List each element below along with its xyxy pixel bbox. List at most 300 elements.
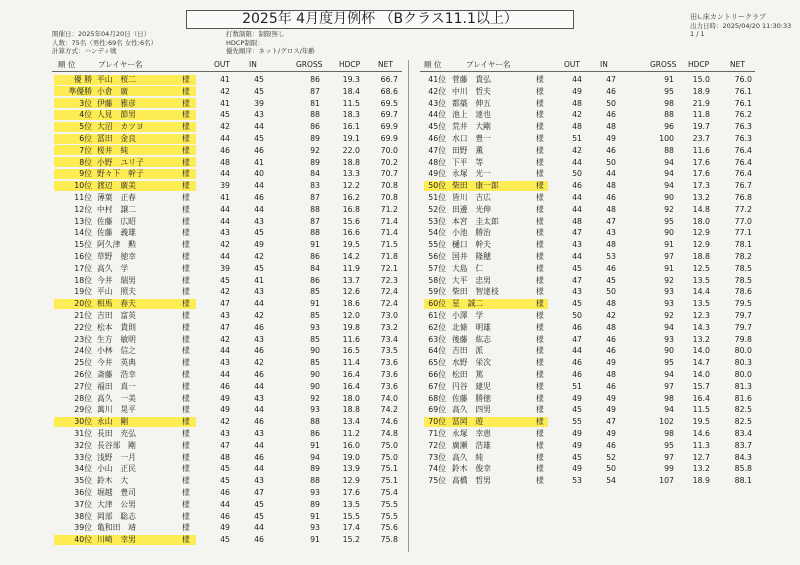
- player-name: 佐藤 広昭: [97, 216, 136, 226]
- honorific: 様: [536, 193, 544, 202]
- in-score: 46: [606, 346, 616, 356]
- net-score: 77.0: [734, 216, 752, 226]
- net-score: 70.8: [380, 193, 398, 202]
- in-score: 54: [606, 476, 616, 486]
- hdcp-value: 13.7: [342, 275, 360, 285]
- in-score: 46: [606, 145, 616, 155]
- out-score: 47: [220, 322, 230, 332]
- rank-cell: 47位: [428, 145, 446, 155]
- rank-cell: 23位: [74, 334, 92, 344]
- player-name: 松田 篤: [452, 370, 484, 379]
- out-score: 47: [220, 440, 230, 450]
- gross-score: 99: [664, 464, 674, 474]
- out-score: 43: [220, 358, 230, 368]
- player-name: 冨田 金良: [97, 134, 136, 143]
- out-score: 42: [572, 145, 582, 155]
- gross-score: 91: [310, 240, 320, 250]
- in-score: 46: [254, 370, 264, 379]
- net-score: 76.3: [734, 134, 752, 143]
- player-name: 松本 貴則: [97, 322, 136, 332]
- hdcp-value: 23.7: [692, 134, 710, 143]
- out-score: 45: [572, 299, 582, 309]
- out-score: 42: [220, 122, 230, 132]
- rank-cell: 61位: [428, 311, 446, 320]
- hdcp-value: 17.6: [692, 169, 710, 179]
- hdcp-value: 12.7: [692, 452, 710, 462]
- honorific: 様: [536, 228, 544, 238]
- gross-score: 85: [310, 287, 320, 297]
- col-gross: GROSS: [650, 60, 677, 69]
- in-score: 43: [606, 228, 616, 238]
- in-score: 44: [606, 169, 616, 179]
- rank-cell: 72位: [428, 440, 446, 450]
- in-score: 49: [606, 134, 616, 143]
- honorific: 様: [182, 204, 190, 214]
- player-name: 廣瀬 浩雄: [452, 440, 491, 450]
- out-score: 46: [220, 488, 230, 497]
- net-score: 71.4: [380, 228, 398, 238]
- hdcp-value: 19.5: [342, 240, 360, 250]
- in-score: 42: [254, 252, 264, 261]
- honorific: 様: [182, 511, 190, 521]
- in-score: 48: [606, 299, 616, 309]
- rank-cell: 49位: [428, 169, 446, 179]
- in-score: 42: [254, 311, 264, 320]
- rank-cell: 22位: [74, 322, 92, 332]
- hdcp-value: 11.8: [692, 110, 710, 120]
- gross-score: 89: [310, 464, 320, 474]
- honorific: 様: [536, 204, 544, 214]
- hdcp-value: 16.5: [342, 346, 360, 356]
- col-in: IN: [249, 60, 257, 69]
- honorific: 様: [182, 181, 190, 191]
- out-score: 41: [220, 75, 230, 84]
- hdcp-value: 12.6: [342, 287, 360, 297]
- col-hdcp: HDCP: [688, 60, 710, 69]
- rank-cell: 34位: [74, 464, 92, 474]
- gross-score: 90: [664, 193, 674, 202]
- rank-cell: 66位: [428, 370, 446, 379]
- in-score: 41: [254, 157, 264, 167]
- rank-cell: 24位: [74, 346, 92, 356]
- honorific: 様: [182, 440, 190, 450]
- player-name: 長谷部 剛: [97, 440, 136, 450]
- rank-cell: 51位: [428, 193, 446, 202]
- hdcp-value: 15.0: [692, 75, 710, 84]
- net-score: 85.8: [734, 464, 752, 474]
- player-name: 池上 達也: [452, 110, 491, 120]
- col-out: OUT: [214, 60, 230, 69]
- gross-score: 91: [664, 75, 674, 84]
- gross-score: 88: [664, 145, 674, 155]
- out-score: 46: [572, 358, 582, 368]
- player-name: 草野 徳幸: [97, 252, 136, 261]
- hdcp-value: 18.9: [692, 86, 710, 96]
- out-score: 43: [220, 228, 230, 238]
- rank-cell: 55位: [428, 240, 446, 250]
- gross-score: 88: [310, 417, 320, 427]
- rank-cell: 60位: [428, 299, 446, 309]
- net-score: 77.2: [734, 204, 752, 214]
- header-rule: [52, 71, 402, 72]
- net-score: 79.8: [734, 334, 752, 344]
- out-score: 45: [572, 405, 582, 415]
- net-score: 73.4: [380, 334, 398, 344]
- player-name: 平山 照夫: [97, 287, 136, 297]
- hdcp-value: 14.0: [692, 370, 710, 379]
- net-score: 83.7: [734, 440, 752, 450]
- out-score: 47: [572, 334, 582, 344]
- rank-cell: 4位: [79, 110, 92, 120]
- rank-cell: 59位: [428, 287, 446, 297]
- hdcp-value: 22.0: [342, 145, 360, 155]
- net-score: 71.8: [380, 252, 398, 261]
- out-score: 49: [572, 393, 582, 403]
- net-score: 74.8: [380, 429, 398, 438]
- in-score: 45: [606, 275, 616, 285]
- in-score: 46: [606, 440, 616, 450]
- page-title: 2025年 4月度月例杯 （Bクラス11.1以上）: [186, 10, 574, 29]
- out-score: 47: [572, 228, 582, 238]
- hdcp-value: 16.8: [342, 204, 360, 214]
- hdcp-value: 11.9: [342, 263, 360, 273]
- col-rank: 順 位: [424, 60, 442, 69]
- honorific: 様: [182, 122, 190, 132]
- gross-score: 92: [664, 204, 674, 214]
- col-hdcp: HDCP: [339, 60, 361, 69]
- gross-score: 87: [310, 86, 320, 96]
- in-score: 45: [254, 75, 264, 84]
- rank-cell: 準優勝: [68, 86, 92, 96]
- honorific: 様: [536, 122, 544, 132]
- gross-score: 94: [310, 452, 320, 462]
- net-score: 73.6: [380, 358, 398, 368]
- hdcp-value: 14.7: [692, 358, 710, 368]
- gross-score: 95: [664, 86, 674, 96]
- hdcp-limit: HDCP制限：: [226, 38, 264, 47]
- gross-score: 84: [310, 263, 320, 273]
- out-score: 44: [220, 370, 230, 379]
- out-score: 39: [220, 263, 230, 273]
- net-score: 79.7: [734, 311, 752, 320]
- col-player: プレイヤー名: [466, 60, 511, 69]
- player-name: 樋口 幹夫: [452, 240, 491, 250]
- gross-score: 92: [664, 311, 674, 320]
- out-score: 48: [220, 157, 230, 167]
- gross-score: 98: [664, 98, 674, 108]
- gross-score: 94: [664, 169, 674, 179]
- honorific: 様: [536, 370, 544, 379]
- honorific: 様: [182, 228, 190, 238]
- hdcp-value: 13.9: [342, 464, 360, 474]
- in-score: 44: [254, 405, 264, 415]
- out-score: 44: [220, 134, 230, 143]
- hdcp-value: 13.5: [342, 499, 360, 509]
- honorific: 様: [182, 488, 190, 497]
- net-score: 76.4: [734, 157, 752, 167]
- col-player: プレイヤー名: [98, 60, 143, 69]
- in-score: 46: [606, 86, 616, 96]
- out-score: 41: [220, 193, 230, 202]
- rank-cell: 11位: [74, 193, 92, 202]
- hdcp-value: 12.3: [692, 311, 710, 320]
- in-score: 41: [254, 275, 264, 285]
- gross-score: 94: [664, 181, 674, 191]
- honorific: 様: [182, 157, 190, 167]
- gross-score: 86: [310, 275, 320, 285]
- honorific: 様: [536, 240, 544, 250]
- player-name: 荒井 大剛: [452, 122, 491, 132]
- player-name: 田野 薫: [452, 145, 484, 155]
- out-score: 48: [572, 216, 582, 226]
- player-name: 柴田 智達枝: [452, 287, 499, 297]
- honorific: 様: [536, 311, 544, 320]
- net-score: 77.1: [734, 228, 752, 238]
- net-score: 70.8: [380, 181, 398, 191]
- net-score: 72.3: [380, 275, 398, 285]
- honorific: 様: [536, 440, 544, 450]
- honorific: 様: [182, 299, 190, 309]
- rank-cell: 優 勝: [73, 75, 92, 84]
- hdcp-value: 14.4: [692, 287, 710, 297]
- net-score: 84.3: [734, 452, 752, 462]
- player-name: 高久 四男: [452, 405, 491, 415]
- in-score: 48: [606, 370, 616, 379]
- hdcp-value: 13.5: [692, 275, 710, 285]
- gross-score: 93: [664, 334, 674, 344]
- player-name: 鈴木 俊幸: [452, 464, 491, 474]
- rank-cell: 14位: [74, 228, 92, 238]
- net-score: 82.5: [734, 405, 752, 415]
- honorific: 様: [182, 405, 190, 415]
- player-name: 吉田 派: [452, 346, 484, 356]
- hdcp-value: 18.0: [692, 216, 710, 226]
- event-info: [52, 30, 157, 56]
- player-name: 高久 一美: [97, 393, 136, 403]
- gross-score: 94: [664, 405, 674, 415]
- honorific: 様: [536, 145, 544, 155]
- player-name: 福田 真一: [97, 381, 136, 391]
- net-score: 70.2: [380, 157, 398, 167]
- hdcp-value: 13.5: [692, 299, 710, 309]
- hdcp-value: 12.2: [342, 181, 360, 191]
- rank-cell: 32位: [74, 440, 92, 450]
- honorific: 様: [182, 110, 190, 120]
- player-name: 下平 等: [452, 157, 484, 167]
- gross-score: 90: [664, 228, 674, 238]
- net-score: 74.6: [380, 417, 398, 427]
- hdcp-value: 18.8: [342, 405, 360, 415]
- hdcp-value: 21.9: [692, 98, 710, 108]
- player-name: 高久 純: [452, 452, 484, 462]
- rank-cell: 8位: [79, 157, 92, 167]
- in-score: 46: [254, 452, 264, 462]
- player-name: 佐藤 義雄: [97, 228, 136, 238]
- gross-score: 90: [664, 346, 674, 356]
- hdcp-value: 13.2: [692, 193, 710, 202]
- rank-cell: 37位: [74, 499, 92, 509]
- gross-score: 85: [310, 334, 320, 344]
- hdcp-value: 11.2: [342, 429, 360, 438]
- in-score: 40: [254, 169, 264, 179]
- out-score: 49: [572, 440, 582, 450]
- hdcp-value: 15.5: [342, 511, 360, 521]
- rank-cell: 52位: [428, 204, 446, 214]
- hdcp-value: 12.9: [692, 228, 710, 238]
- rank-cell: 3位: [79, 98, 92, 108]
- rank-cell: 46位: [428, 134, 446, 143]
- honorific: 様: [536, 169, 544, 179]
- rank-cell: 27位: [74, 381, 92, 391]
- player-name: 小山 正民: [97, 464, 136, 474]
- in-score: 46: [606, 193, 616, 202]
- honorific: 様: [536, 157, 544, 167]
- net-score: 76.8: [734, 193, 752, 202]
- honorific: 様: [536, 417, 544, 427]
- player-name: 高久 学: [97, 263, 129, 273]
- in-score: 42: [606, 311, 616, 320]
- honorific: 様: [536, 393, 544, 403]
- out-score: 42: [220, 86, 230, 96]
- hdcp-value: 16.6: [342, 228, 360, 238]
- net-score: 74.0: [380, 393, 398, 403]
- gross-score: 95: [664, 440, 674, 450]
- honorific: 様: [182, 322, 190, 332]
- out-score: 55: [572, 417, 582, 427]
- net-score: 72.4: [380, 299, 398, 309]
- honorific: 様: [182, 240, 190, 250]
- player-name: 菅藤 貴弘: [452, 75, 491, 84]
- gross-score: 86: [310, 122, 320, 132]
- hdcp-value: 18.0: [342, 393, 360, 403]
- rank-cell: 44位: [428, 110, 446, 120]
- gross-score: 92: [664, 275, 674, 285]
- gross-score: 88: [310, 476, 320, 486]
- net-score: 71.2: [380, 204, 398, 214]
- gross-score: 90: [310, 370, 320, 379]
- net-score: 88.1: [734, 476, 752, 486]
- hdcp-value: 19.8: [342, 322, 360, 332]
- gross-score: 85: [310, 311, 320, 320]
- net-score: 78.1: [734, 240, 752, 250]
- net-score: 80.0: [734, 346, 752, 356]
- hdcp-value: 16.4: [692, 393, 710, 403]
- player-name: 水口 豊一: [452, 134, 491, 143]
- honorific: 様: [536, 110, 544, 120]
- player-name: 堀越 豊司: [97, 488, 136, 497]
- out-score: 42: [220, 334, 230, 344]
- hdcp-value: 15.7: [692, 381, 710, 391]
- out-score: 45: [220, 464, 230, 474]
- honorific: 様: [536, 358, 544, 368]
- honorific: 様: [536, 134, 544, 143]
- honorific: 様: [536, 334, 544, 344]
- player-name: 星 誠二: [452, 299, 484, 309]
- player-name: 円谷 建児: [452, 381, 491, 391]
- rank-cell: 13位: [74, 216, 92, 226]
- net-score: 80.3: [734, 358, 752, 368]
- net-score: 76.0: [734, 75, 752, 84]
- in-score: 44: [254, 440, 264, 450]
- in-score: 44: [254, 464, 264, 474]
- in-score: 46: [606, 381, 616, 391]
- in-score: 50: [606, 157, 616, 167]
- net-score: 76.7: [734, 181, 752, 191]
- table-row: [0, 474, 800, 487]
- in-score: 43: [254, 429, 264, 438]
- in-score: 50: [606, 464, 616, 474]
- col-net: NET: [730, 60, 745, 69]
- honorific: 様: [536, 452, 544, 462]
- rank-cell: 75位: [428, 476, 446, 486]
- net-score: 70.7: [380, 169, 398, 179]
- gross-score: 107: [659, 476, 674, 486]
- in-score: 47: [606, 417, 616, 427]
- player-name: 鈴木 大: [97, 476, 129, 486]
- club-name: 田∟床カントリークラブ: [690, 13, 766, 21]
- gross-score: 91: [310, 511, 320, 521]
- net-score: 71.4: [380, 216, 398, 226]
- honorific: 様: [182, 169, 190, 179]
- hdcp-value: 17.3: [692, 181, 710, 191]
- net-score: 73.2: [380, 322, 398, 332]
- rank-cell: 18位: [74, 275, 92, 285]
- in-score: 39: [254, 98, 264, 108]
- rank-cell: 5位: [79, 122, 92, 132]
- out-score: 48: [572, 122, 582, 132]
- honorific: 様: [182, 98, 190, 108]
- hdcp-value: 14.0: [692, 346, 710, 356]
- hdcp-value: 19.0: [342, 452, 360, 462]
- rank-cell: 6位: [79, 134, 92, 143]
- gross-score: 92: [310, 145, 320, 155]
- out-score: 44: [220, 346, 230, 356]
- in-score: 43: [254, 476, 264, 486]
- out-score: 44: [572, 346, 582, 356]
- rank-cell: 28位: [74, 393, 92, 403]
- out-score: 44: [220, 499, 230, 509]
- rank-cell: 30位: [74, 417, 92, 427]
- hdcp-value: 16.2: [342, 193, 360, 202]
- gross-score: 93: [310, 405, 320, 415]
- hdcp-value: 18.3: [342, 110, 360, 120]
- out-score: 45: [220, 535, 230, 545]
- rank-cell: 41位: [428, 75, 446, 84]
- honorific: 様: [182, 429, 190, 438]
- honorific: 様: [182, 145, 190, 155]
- honorific: 様: [536, 322, 544, 332]
- in-score: 44: [254, 122, 264, 132]
- hdcp-value: 16.0: [342, 440, 360, 450]
- player-name: 小林 信之: [97, 346, 136, 356]
- out-score: 44: [572, 75, 582, 84]
- player-name: 浅野 一月: [97, 452, 136, 462]
- net-score: 78.2: [734, 252, 752, 261]
- honorific: 様: [536, 476, 544, 486]
- rank-cell: 16位: [74, 252, 92, 261]
- rank-cell: 19位: [74, 287, 92, 297]
- out-score: 50: [572, 169, 582, 179]
- out-score: 39: [220, 181, 230, 191]
- in-score: 46: [254, 193, 264, 202]
- rank-cell: 69位: [428, 405, 446, 415]
- net-score: 73.0: [380, 311, 398, 320]
- player-name: 中川 哲夫: [452, 86, 491, 96]
- player-name: 今井 英典: [97, 358, 136, 368]
- in-score: 50: [606, 287, 616, 297]
- gross-score: 97: [664, 252, 674, 261]
- out-score: 45: [572, 263, 582, 273]
